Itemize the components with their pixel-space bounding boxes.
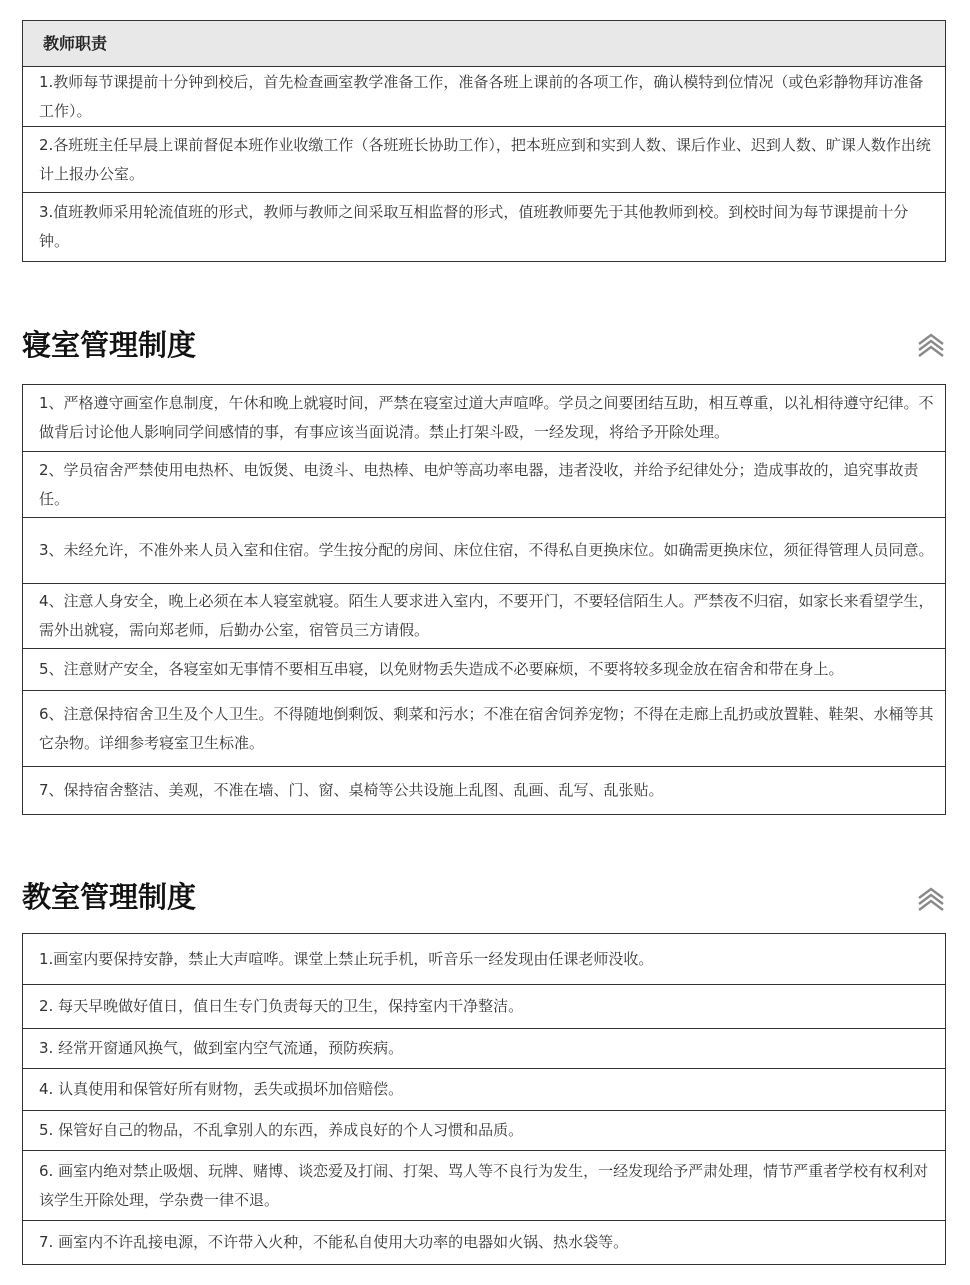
table-row: 5. 保管好自己的物品，不乱拿别人的东西，养成良好的个人习惯和品质。 (23, 1110, 945, 1150)
table-row: 1.画室内要保持安静，禁止大声喧哗。课堂上禁止玩手机，听音乐一经发现由任课老师没收。 (39, 949, 654, 968)
table-row: 4. 认真使用和保管好所有财物，丢失或损坏加倍赔偿。 (23, 1068, 945, 1110)
teacher-duties-table (22, 20, 946, 262)
table-row: 4、注意人身安全，晚上必须在本人寝室就寝。陌生人要求进入室内，不要开门，不要轻信陌生人。严禁夜不归宿，如家长来看望学生，需外出就寝，需向郑老师，后勤办公室，宿管员三方请假。 (23, 583, 945, 648)
dorm-rules-table (22, 384, 946, 815)
table-row: 3.值班教师采用轮流值班的形式，教师与教师之间采取互相监督的形式，值班教师要先于其他教师到校。到校时间为每节课提前十分钟。 (23, 192, 945, 261)
table-row: 6. 画室内绝对禁止吸烟、玩牌、赌博、谈恋爱及打闹、打架、骂人等不良行为发生，一经发现给予严肃处理，情节严重者学校有权利对该学生开除处理，学杂费一律不退。 (23, 1150, 945, 1220)
chevron-up-stack-icon[interactable] (916, 885, 946, 915)
table-row: 7、保持宿舍整洁、美观，不准在墙、门、窗、桌椅等公共设施上乱图、乱画、乱写、乱张贴。 (23, 766, 945, 814)
table-row: 1.教师每节课提前十分钟到校后，首先检查画室教学准备工作，准备各班上课前的各项工作，确认模特到位情况（或色彩静物拜访准备工作）。 (23, 66, 945, 126)
table-row: 2. 每天早晚做好值日，值日生专门负责每天的卫生，保持室内干净整洁。 (23, 984, 945, 1028)
dorm-section-title: 寝室管理制度 (22, 328, 197, 362)
teacher-duties-heading: 教师职责 (23, 21, 945, 66)
table-row: 6、注意保持宿舍卫生及个人卫生。不得随地倒剩饭、剩菜和污水；不准在宿舍饲养宠物；不得在走廊上乱扔或放置鞋、鞋架、水桶等其它杂物。详细参考寝室卫生标准。 (23, 690, 945, 766)
table-row: 7. 画室内不许乱接电源，不许带入火种，不能私自使用大功率的电器如火锅、热水袋等。 (23, 1220, 945, 1264)
table-row: 1、严格遵守画室作息制度，午休和晚上就寝时间，严禁在寝室过道大声喧哗。学员之间要团结互助，相互尊重，以礼相待遵守纪律。不做背后讨论他人影响同学间感情的事，有事应该当面说清。禁止打架斗殴，一经发现，将给予开除处理。 (39, 394, 934, 441)
table-row: 2.各班班主任早晨上课前督促本班作业收缴工作（各班班长协助工作），把本班应到和实到人数、课后作业、迟到人数、旷课人数作出统计上报办公室。 (23, 126, 945, 192)
chevron-up-stack-icon[interactable] (916, 331, 946, 361)
table-row: 2、学员宿舍严禁使用电热杯、电饭煲、电烫斗、电热棒、电炉等高功率电器，违者没收，并给予纪律处分；造成事故的，追究事故责任。 (23, 451, 945, 517)
table-row: 3. 经常开窗通风换气，做到室内空气流通，预防疾病。 (23, 1028, 945, 1068)
table-row: 3、未经允许，不准外来人员入室和住宿。学生按分配的房间、床位住宿，不得私自更换床位。如确需更换床位，须征得管理人员同意。 (23, 517, 945, 583)
table-row: 5、注意财产安全，各寝室如无事情不要相互串寝，以免财物丢失造成不必要麻烦，不要将较多现金放在宿舍和带在身上。 (23, 648, 945, 690)
classroom-section-title: 教室管理制度 (22, 880, 197, 914)
classroom-rules-table (22, 933, 946, 1265)
